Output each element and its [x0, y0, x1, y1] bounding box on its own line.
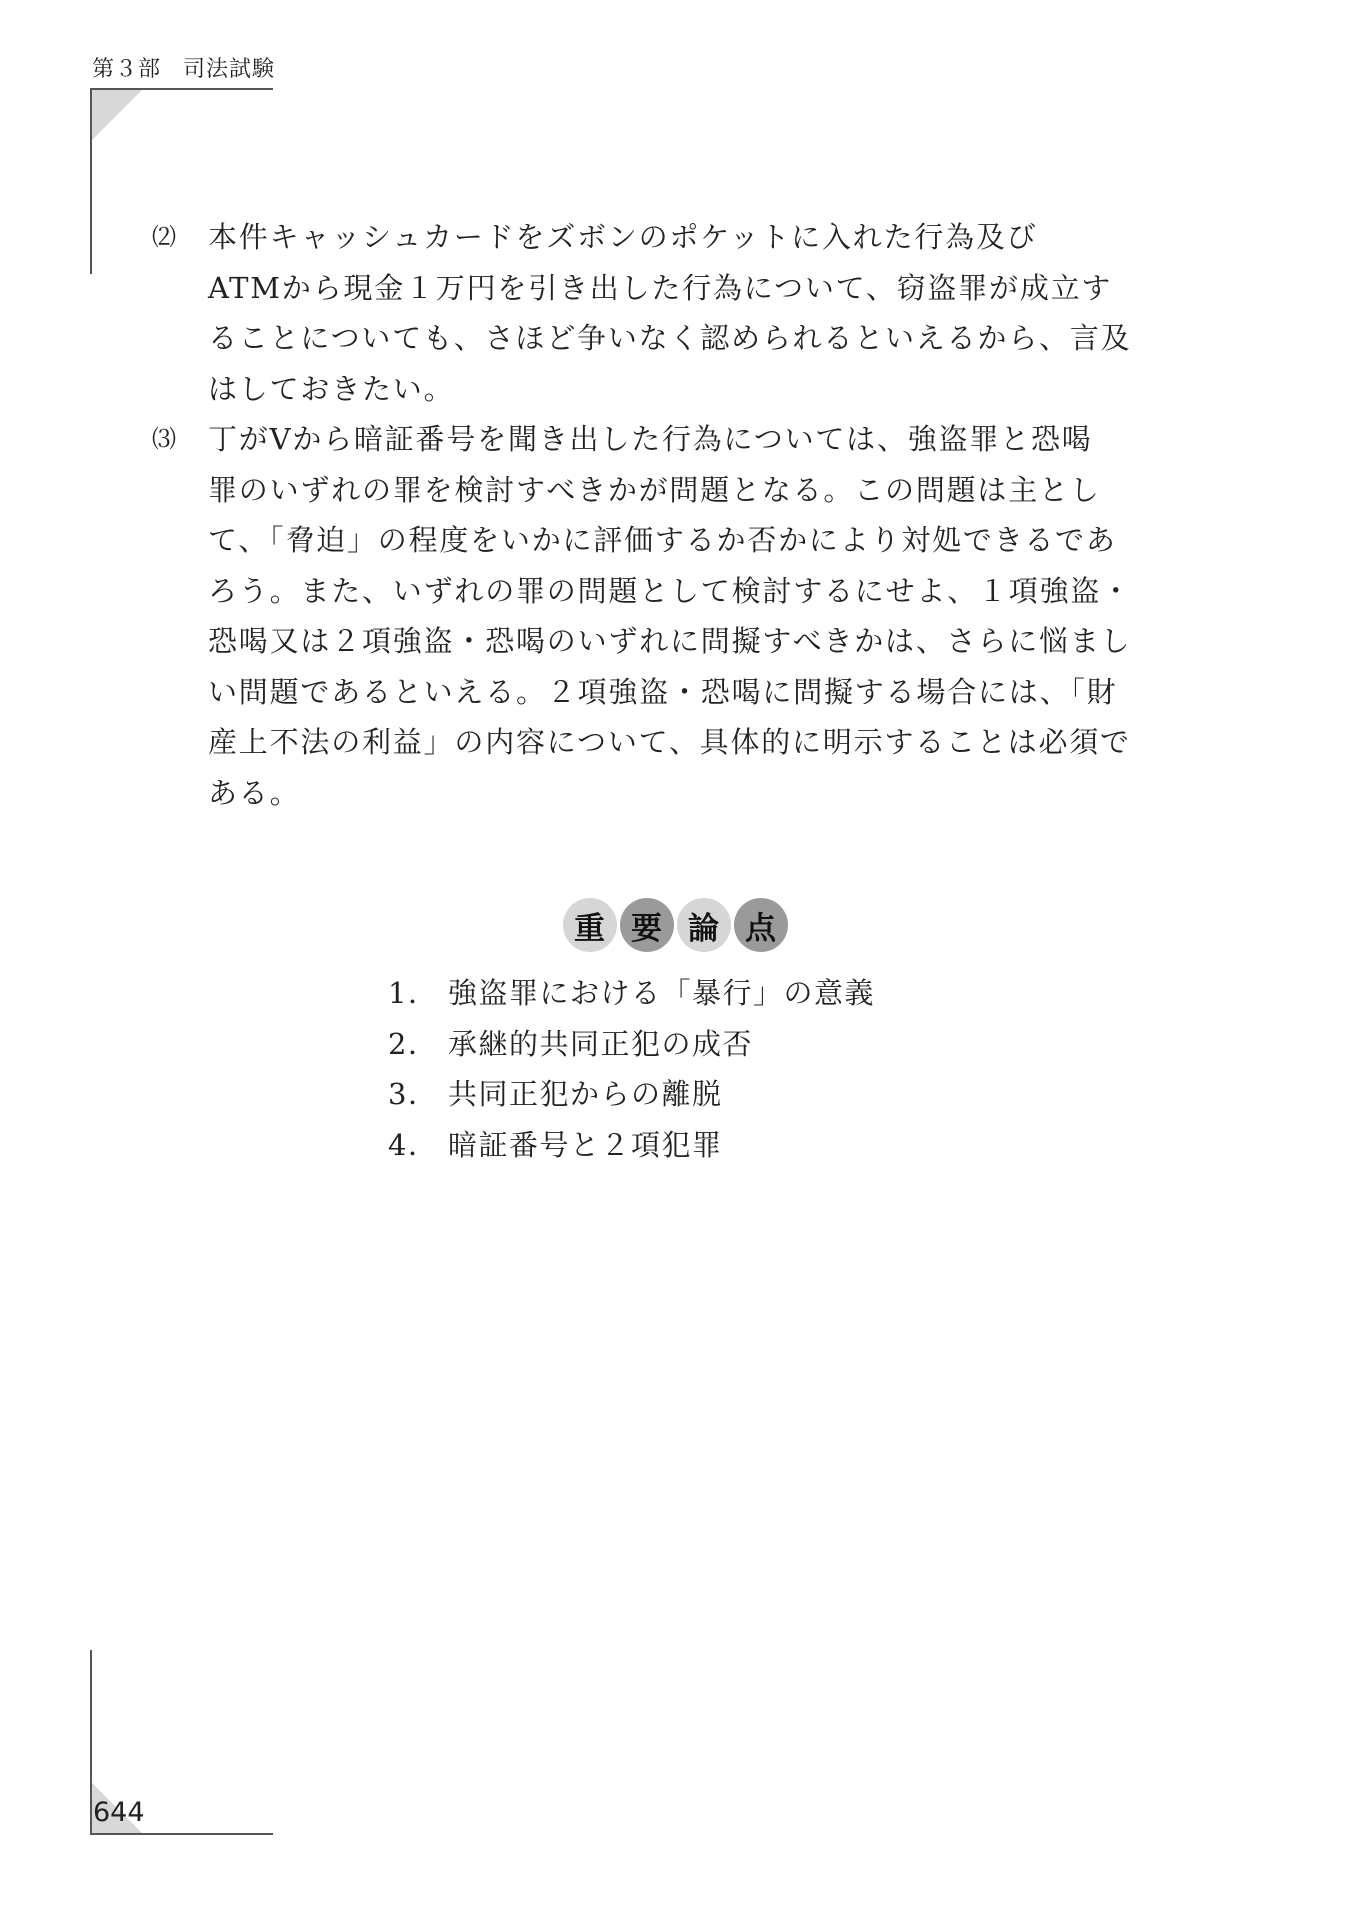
page-number: 644 [93, 1797, 145, 1828]
key-points-list [388, 968, 875, 1170]
running-header [92, 52, 275, 83]
footer-rule [90, 1833, 273, 1835]
text-line: 丁がVから暗証番号を聞き出した行為については、強盗罪と恐喝 [208, 422, 1093, 456]
text-line: 産上不法の利益」の内容について、具体的に明示することは必須で [208, 725, 1131, 759]
text-line: 罪のいずれの罪を検討すべきかが問題となる。この問題は主とし [208, 472, 1101, 507]
text-line: 恐喝又は２項強盗・恐喝のいずれに問擬すべきかは、さらに悩まし [208, 624, 1132, 658]
list-item-text: 承継的共同正犯の成否 [448, 1026, 754, 1061]
key-points-heading [0, 898, 1350, 952]
header-part: 第３部 [92, 57, 162, 82]
list-item [388, 968, 875, 1019]
title-char: 点 [734, 898, 788, 952]
list-item-number: 4． [388, 1127, 439, 1162]
title-char: 要 [620, 898, 674, 952]
list-item [388, 1120, 875, 1171]
item-number: ⑵ [152, 223, 178, 251]
list-item-text: 強盗罪における「暴行」の意義 [448, 976, 876, 1010]
item-text [194, 212, 1162, 414]
list-item-number: 1． [388, 976, 439, 1010]
item-text [194, 414, 1162, 818]
list-item-text: 暗証番号と２項犯罪 [448, 1127, 723, 1162]
list-item [388, 1019, 875, 1070]
list-item-text: 共同正犯からの離脱 [448, 1077, 723, 1111]
header-title: 司法試験 [183, 57, 276, 82]
title-char: 論 [677, 898, 731, 952]
paragraph-item-2 [152, 212, 1162, 414]
text-line: ある。 [208, 775, 301, 810]
text-line: ATMから現金１万円を引き出した行為について、窃盗罪が成立す [208, 270, 1113, 305]
key-points-title [563, 898, 788, 952]
list-item-number: 3． [388, 1077, 439, 1111]
text-line: い問題であるといえる。２項強盗・恐喝に問擬する場合には、「財 [208, 674, 1118, 709]
list-item-number: 2． [388, 1026, 439, 1061]
text-line: 本件キャッシュカードをズボンのポケットに入れた行為及び [208, 220, 1038, 254]
top-corner-triangle [92, 90, 142, 140]
text-line: ることについても、さほど争いなく認められるといえるから、言及 [208, 321, 1132, 355]
text-line: はしておきたい。 [208, 371, 455, 406]
list-item [388, 1069, 875, 1120]
title-char: 重 [563, 898, 617, 952]
body-text [152, 212, 1162, 818]
item-number: ⑶ [152, 425, 178, 453]
text-line: て、「脅迫」の程度をいかに評価するか否かにより対処できるであ [208, 523, 1117, 557]
paragraph-item-3 [152, 414, 1162, 818]
text-line: ろう。また、いずれの罪の問題として検討するにせよ、１項強盗・ [208, 573, 1133, 608]
